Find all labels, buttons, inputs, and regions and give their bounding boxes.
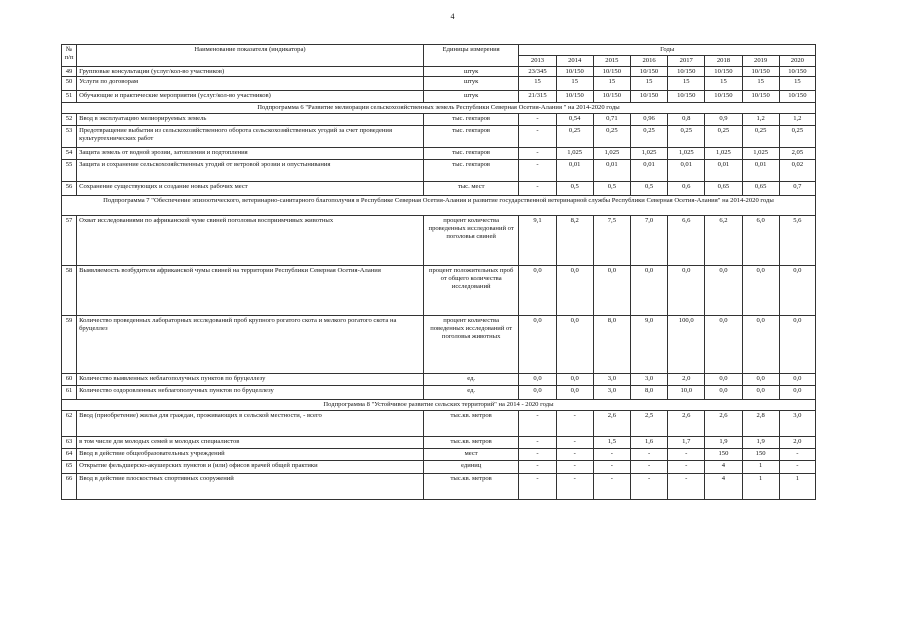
row-number: 64 (62, 449, 77, 461)
value-cell: 1,9 (705, 437, 742, 449)
row-number: 62 (62, 411, 77, 437)
indicator-name: Ввод (приобретение) жилья для граждан, проживающих в сельской местности, - всего (77, 411, 424, 437)
value-cell: 10/150 (779, 66, 815, 77)
row-number: 50 (62, 77, 77, 91)
row-number: 65 (62, 461, 77, 474)
value-cell: 0,71 (593, 114, 630, 126)
value-cell: 0,0 (742, 266, 779, 316)
value-cell: - (519, 114, 556, 126)
table-row (62, 411, 816, 437)
unit-cell: ед. (423, 374, 519, 386)
value-cell: 0,0 (519, 266, 556, 316)
indicator-name: Групповые консультации (услуг/кол-во участников) (77, 66, 424, 77)
indicator-name: Услуги по договорам (77, 77, 424, 91)
indicator-name: Ввод в действие общеобразовательных учреждений (77, 449, 424, 461)
value-cell: - (519, 461, 556, 474)
value-cell: 0,01 (668, 160, 705, 182)
value-cell: 1,025 (593, 148, 630, 160)
value-cell: 2,6 (705, 411, 742, 437)
value-cell: - (556, 461, 593, 474)
unit-cell: процент количества проведенных исследований от поголовья свиней (423, 216, 519, 266)
value-cell: 1 (779, 474, 815, 500)
value-cell: 2,05 (779, 148, 815, 160)
value-cell: - (519, 437, 556, 449)
indicator-name: Выявляемость возбудителя африканской чумы свиней на территории Республики Северная Осетия-Алания (77, 266, 424, 316)
value-cell: 0,0 (742, 316, 779, 374)
subprogram-row (62, 103, 816, 114)
value-cell: 10/150 (705, 91, 742, 103)
value-cell: 10,0 (668, 386, 705, 400)
value-cell: - (630, 449, 667, 461)
value-cell: 0,01 (630, 160, 667, 182)
value-cell: 0,5 (630, 182, 667, 196)
subprogram-title: Подпрограмма 8 "Устойчивое развитие сельских территорий" на 2014 - 2020 годы (62, 400, 816, 411)
row-number: 52 (62, 114, 77, 126)
table-row (62, 160, 816, 182)
value-cell: 0,6 (668, 182, 705, 196)
value-cell: 15 (705, 77, 742, 91)
indicator-name: Ввод в эксплуатацию мелиорируемых земель (77, 114, 424, 126)
value-cell: 0,5 (556, 182, 593, 196)
indicator-name: Защита земель от водной эрозии, затопления и подтопления (77, 148, 424, 160)
value-cell: 0,25 (705, 126, 742, 148)
value-cell: 10/150 (668, 91, 705, 103)
value-cell: 1,7 (668, 437, 705, 449)
table-row (62, 126, 816, 148)
table-row (62, 374, 816, 386)
row-number: 49 (62, 66, 77, 77)
value-cell: 1,2 (742, 114, 779, 126)
value-cell: - (519, 160, 556, 182)
value-cell: 4 (705, 474, 742, 500)
value-cell: - (519, 474, 556, 500)
value-cell: 0,96 (630, 114, 667, 126)
value-cell: 0,65 (742, 182, 779, 196)
value-cell: 0,0 (779, 316, 815, 374)
table-row (62, 216, 816, 266)
value-cell: 0,01 (556, 160, 593, 182)
value-cell: 1,5 (593, 437, 630, 449)
value-cell: 10/150 (668, 66, 705, 77)
row-number: 66 (62, 474, 77, 500)
value-cell: 0,25 (742, 126, 779, 148)
value-cell: 1 (742, 461, 779, 474)
value-cell: 0,0 (593, 266, 630, 316)
value-cell: - (556, 474, 593, 500)
header-year: 2013 (519, 55, 556, 66)
indicator-name: Количество проведенных лабораторных исследований проб крупного рогатого скота и мелкого рогатого скота на бруцеллез (77, 316, 424, 374)
table-row (62, 114, 816, 126)
value-cell: 2,6 (668, 411, 705, 437)
header-name: Наименование показателя (индикатора) (77, 45, 424, 67)
value-cell: 0,0 (519, 374, 556, 386)
header-num: № п/п (62, 45, 77, 67)
header-year: 2016 (630, 55, 667, 66)
indicator-name: Предотвращение выбытия из сельскохозяйственного оборота сельскохозяйственных угодий за счет проведения культуртехнических работ (77, 126, 424, 148)
value-cell: 0,0 (630, 266, 667, 316)
value-cell: 15 (668, 77, 705, 91)
value-cell: 1,025 (556, 148, 593, 160)
header-year: 2019 (742, 55, 779, 66)
row-number: 59 (62, 316, 77, 374)
unit-cell: тыс. мест (423, 182, 519, 196)
table-row (62, 66, 816, 77)
value-cell: 3,0 (593, 374, 630, 386)
value-cell: 3,0 (593, 386, 630, 400)
row-number: 63 (62, 437, 77, 449)
value-cell: - (556, 411, 593, 437)
value-cell: 10/150 (705, 66, 742, 77)
unit-cell: процент количества поведенных исследований от поголовья животных (423, 316, 519, 374)
value-cell: 1,6 (630, 437, 667, 449)
value-cell: 5,6 (779, 216, 815, 266)
value-cell: 2,5 (630, 411, 667, 437)
indicator-name: Количество оздоровленных неблагополучных пунктов по бруцеллезу (77, 386, 424, 400)
value-cell: 15 (779, 77, 815, 91)
row-number: 54 (62, 148, 77, 160)
value-cell: 6,2 (705, 216, 742, 266)
value-cell: 0,0 (519, 316, 556, 374)
indicator-name: в том числе для молодых семей и молодых специалистов (77, 437, 424, 449)
indicator-name: Ввод в действие плоскостных спортивных сооружений (77, 474, 424, 500)
indicator-name: Защита и сохранение сельскохозяйственных угодий от ветровой эрозии и опустынивания (77, 160, 424, 182)
unit-cell: тыс.кв. метров (423, 474, 519, 500)
unit-cell: ед. (423, 386, 519, 400)
row-number: 57 (62, 216, 77, 266)
value-cell: - (519, 449, 556, 461)
indicator-name: Количество выявленных неблагополучных пунктов по бруцеллезу (77, 374, 424, 386)
value-cell: 2,8 (742, 411, 779, 437)
value-cell: 15 (742, 77, 779, 91)
value-cell: 21/315 (519, 91, 556, 103)
unit-cell: тыс.кв. метров (423, 437, 519, 449)
value-cell: 10/150 (742, 91, 779, 103)
value-cell: 0,0 (556, 374, 593, 386)
value-cell: 15 (593, 77, 630, 91)
value-cell: 15 (519, 77, 556, 91)
table-row (62, 449, 816, 461)
value-cell: 8,0 (593, 316, 630, 374)
unit-cell: тыс. гектаров (423, 126, 519, 148)
value-cell: 10/150 (779, 91, 815, 103)
table-row (62, 316, 816, 374)
value-cell: 0,0 (705, 266, 742, 316)
value-cell: 0,0 (742, 374, 779, 386)
indicator-name: Открытие фельдшерско-акушерских пунктов и (или) офисов врачей общей практики (77, 461, 424, 474)
value-cell: 1,025 (742, 148, 779, 160)
value-cell: 7,5 (593, 216, 630, 266)
value-cell: 0,25 (630, 126, 667, 148)
value-cell: 0,5 (593, 182, 630, 196)
row-number: 56 (62, 182, 77, 196)
value-cell: 0,0 (556, 316, 593, 374)
header-unit: Единицы измерения (423, 45, 519, 67)
header-year: 2018 (705, 55, 742, 66)
row-number: 58 (62, 266, 77, 316)
indicator-name: Охват исследованиями по африканской чуме свиней поголовья восприимчивых животных (77, 216, 424, 266)
value-cell: 23/345 (519, 66, 556, 77)
value-cell: 2,0 (779, 437, 815, 449)
subprogram-title: Подпрограмма 6 "Развитие мелиорации сельскохозяйственных земель Республики Северная Осетия-Алания " на 2014-2020 годы (62, 103, 816, 114)
value-cell: 0,0 (779, 386, 815, 400)
value-cell: 0,65 (705, 182, 742, 196)
row-number: 60 (62, 374, 77, 386)
value-cell: 10/150 (556, 66, 593, 77)
value-cell: 0,25 (668, 126, 705, 148)
table-row (62, 386, 816, 400)
subprogram-row (62, 196, 816, 216)
value-cell: - (630, 474, 667, 500)
value-cell: 2,6 (593, 411, 630, 437)
value-cell: 1,9 (742, 437, 779, 449)
value-cell: 0,9 (705, 114, 742, 126)
value-cell: 0,0 (556, 386, 593, 400)
header-years-title: Годы (519, 45, 816, 56)
value-cell: 0,25 (556, 126, 593, 148)
value-cell: 0,7 (779, 182, 815, 196)
value-cell: - (630, 461, 667, 474)
value-cell: 0,0 (668, 266, 705, 316)
header-year: 2020 (779, 55, 815, 66)
value-cell: 0,01 (593, 160, 630, 182)
value-cell: 2,0 (668, 374, 705, 386)
value-cell: 0,54 (556, 114, 593, 126)
value-cell: - (519, 411, 556, 437)
row-number: 51 (62, 91, 77, 103)
value-cell: 15 (630, 77, 667, 91)
value-cell: 10/150 (742, 66, 779, 77)
subprogram-title: Подпрограмма 7 "Обеспечение эпизоотического, ветеринарно-санитарного благополучия в Республике Северная Осетия-Алания и развитие государственной ветеринарной службы Республики Северная Осетия-Алания" на 2014-2020 годы (62, 196, 816, 216)
value-cell: 0,0 (705, 386, 742, 400)
value-cell: 10/150 (630, 91, 667, 103)
value-cell: 0,0 (779, 374, 815, 386)
value-cell: 0,01 (742, 160, 779, 182)
unit-cell: тыс.кв. метров (423, 411, 519, 437)
value-cell: 0,0 (742, 386, 779, 400)
value-cell: - (668, 461, 705, 474)
value-cell: - (519, 126, 556, 148)
value-cell: 15 (556, 77, 593, 91)
table-row (62, 266, 816, 316)
row-number: 53 (62, 126, 77, 148)
unit-cell: тыс. гектаров (423, 114, 519, 126)
unit-cell: штук (423, 77, 519, 91)
value-cell: 0,0 (779, 266, 815, 316)
table-row (62, 461, 816, 474)
unit-cell: штук (423, 91, 519, 103)
value-cell: 1,025 (705, 148, 742, 160)
value-cell: - (519, 148, 556, 160)
value-cell: - (519, 182, 556, 196)
value-cell: 10/150 (593, 91, 630, 103)
unit-cell: тыс. гектаров (423, 148, 519, 160)
value-cell: 1,025 (630, 148, 667, 160)
value-cell: 3,0 (779, 411, 815, 437)
unit-cell: процент положительных проб от общего количества исследований (423, 266, 519, 316)
value-cell: 0,02 (779, 160, 815, 182)
value-cell: 150 (705, 449, 742, 461)
value-cell: 100,0 (668, 316, 705, 374)
value-cell: 0,01 (705, 160, 742, 182)
value-cell: 9,0 (630, 316, 667, 374)
value-cell: - (668, 449, 705, 461)
value-cell: 0,8 (668, 114, 705, 126)
value-cell: - (779, 461, 815, 474)
value-cell: 6,0 (742, 216, 779, 266)
table-row (62, 437, 816, 449)
value-cell: 7,0 (630, 216, 667, 266)
value-cell: 1,025 (668, 148, 705, 160)
value-cell: 10/150 (630, 66, 667, 77)
indicators-table (61, 44, 816, 500)
indicator-name: Обучающие и практические мероприятия (услуг/кол-во участников) (77, 91, 424, 103)
table-row (62, 77, 816, 91)
value-cell: 9,1 (519, 216, 556, 266)
subprogram-row (62, 400, 816, 411)
row-number: 61 (62, 386, 77, 400)
table-row (62, 91, 816, 103)
indicator-name: Сохранение существующих и создание новых рабочих мест (77, 182, 424, 196)
table-row (62, 182, 816, 196)
value-cell: - (556, 449, 593, 461)
value-cell: 0,0 (556, 266, 593, 316)
table-row (62, 474, 816, 500)
value-cell: 1 (742, 474, 779, 500)
value-cell: 10/150 (593, 66, 630, 77)
value-cell: 8,2 (556, 216, 593, 266)
value-cell: - (593, 449, 630, 461)
unit-cell: единиц (423, 461, 519, 474)
value-cell: - (593, 474, 630, 500)
value-cell: 3,0 (630, 374, 667, 386)
page-number: 4 (450, 12, 455, 21)
unit-cell: мест (423, 449, 519, 461)
value-cell: 0,0 (705, 374, 742, 386)
value-cell: 0,0 (519, 386, 556, 400)
value-cell: - (593, 461, 630, 474)
unit-cell: штук (423, 66, 519, 77)
unit-cell: тыс. гектаров (423, 160, 519, 182)
value-cell: - (668, 474, 705, 500)
value-cell: 6,6 (668, 216, 705, 266)
table-row (62, 148, 816, 160)
value-cell: 8,0 (630, 386, 667, 400)
value-cell: 150 (742, 449, 779, 461)
value-cell: 0,0 (705, 316, 742, 374)
header-year: 2017 (668, 55, 705, 66)
value-cell: - (779, 449, 815, 461)
value-cell: 0,25 (593, 126, 630, 148)
value-cell: 4 (705, 461, 742, 474)
value-cell: 10/150 (556, 91, 593, 103)
value-cell: 0,25 (779, 126, 815, 148)
header-year: 2014 (556, 55, 593, 66)
value-cell: - (556, 437, 593, 449)
value-cell: 1,2 (779, 114, 815, 126)
row-number: 55 (62, 160, 77, 182)
header-year: 2015 (593, 55, 630, 66)
